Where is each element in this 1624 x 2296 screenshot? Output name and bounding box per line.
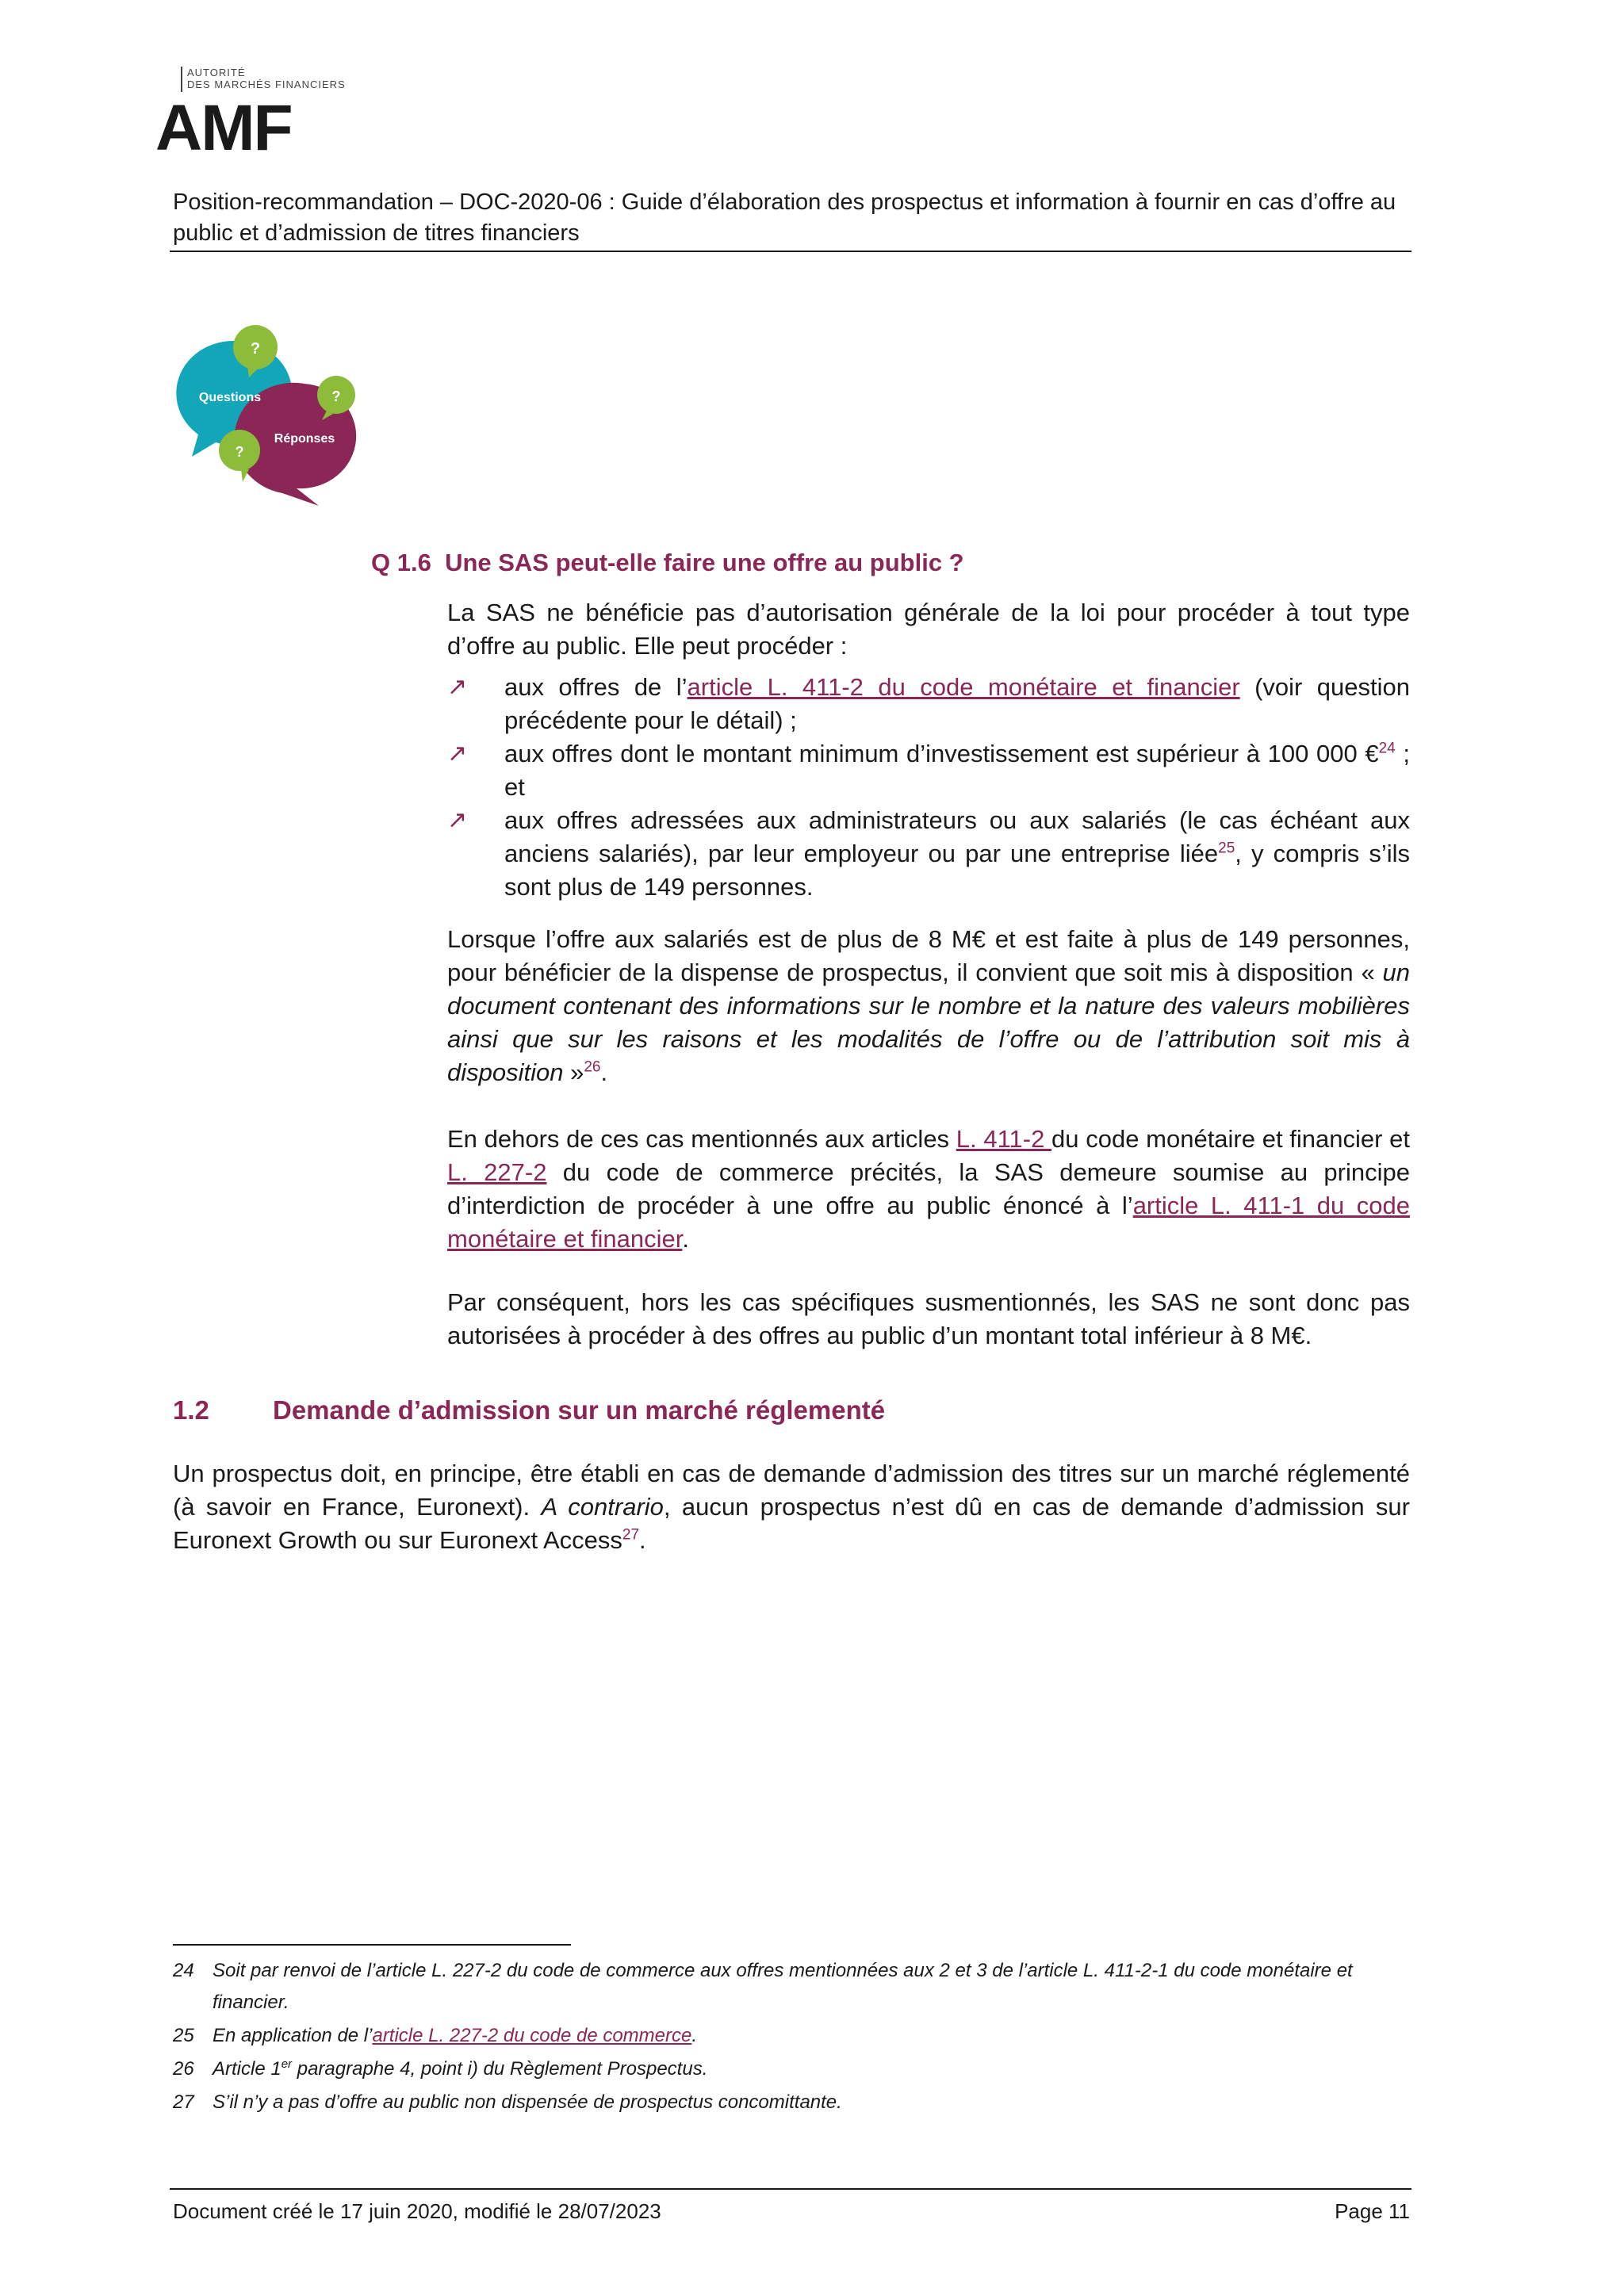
footnote-24: 24 Soit par renvoi de l’article L. 227-2 du code de commerce aux offres mentionnées aux 2 et 3 de l’article L. 411-2-1 du code monétaire et financier. bbox=[173, 1960, 1353, 2013]
list-item: ↗ aux offres de l’article L. 411-2 du code monétaire et financier (voir question précédente pour le détail) ; bbox=[447, 671, 1410, 737]
page-number: Page 11 bbox=[1335, 2199, 1410, 2223]
employee-offer-paragraph: Lorsque l’offre aux salariés est de plus de 8 M€ et est faite à plus de 149 personnes, pour bénéficier de la dispense de prospectus, il convient que soit mis à disposition « un document contenant des informations sur le nombre et la nature des valeurs mobilières ainsi que sur les raisons et les modalités de l’offre ou de l’attribution soit mis à disposition »$^{26}$. bbox=[447, 925, 1410, 1086]
logo-subtitle: AUTORITÉ DES MARCHÉS FINANCIERS bbox=[187, 67, 346, 90]
arrow-bullet-icon: ↗ bbox=[447, 807, 468, 833]
admission-paragraph: Un prospectus doit, en principe, être établi en cas de demande d’admission des titres sur un marché réglementé (à savoir en France, Euronext). A contrario, aucun prospectus n’est dû en cas de demande d’admission sur Euronext Growth ou sur Euronext Access$^{27}$. bbox=[173, 1460, 1410, 1554]
conclusion-paragraph: Par conséquent, hors les cas spécifiques susmentionnés, les SAS ne sont donc pas autorisées à procéder à des offres au public d’un montant total inférieur à 8 M€. bbox=[447, 1288, 1410, 1349]
reponses-label: Réponses bbox=[274, 432, 335, 446]
svg-text:?: ? bbox=[235, 444, 244, 460]
intro-paragraph: La SAS ne bénéficie pas d’autorisation générale de la loi pour procéder à tout type d’offre au public. Elle peut procéder : bbox=[447, 599, 1410, 660]
footnote-ref-25[interactable]: 25 bbox=[1218, 840, 1235, 857]
amf-logo: AMF bbox=[155, 92, 292, 164]
svg-text:?: ? bbox=[250, 340, 261, 358]
document-date: Document créé le 17 juin 2020, modifié le 28/07/2023 bbox=[173, 2199, 661, 2223]
link-footnote-article-l227-2[interactable]: article L. 227-2 du code de commerce bbox=[372, 2025, 692, 2046]
footnote-26: 26 Article 1er paragraphe 4, point i) du Règlement Prospectus. bbox=[173, 2057, 708, 2080]
link-l227-2[interactable]: L. 227-2 bbox=[447, 1158, 547, 1186]
footnote-ref-27[interactable]: 27 bbox=[622, 1526, 640, 1544]
question-number: Q 1.6 bbox=[371, 549, 431, 576]
footnote-divider bbox=[173, 1944, 571, 1946]
questions-reponses-illustration bbox=[168, 317, 374, 507]
prohibition-paragraph: En dehors de ces cas mentionnés aux articles L. 411-2 du code monétaire et financier et L. 227-2 du code de commerce précités, la SAS demeure soumise au principe d’interdiction de procéder à une offre au public énoncé à l’article L. 411-1 du code monétaire et financier. bbox=[447, 1125, 1410, 1253]
questions-label: Questions bbox=[198, 391, 262, 404]
arrow-bullet-icon: ↗ bbox=[447, 740, 468, 767]
section-heading bbox=[173, 1395, 885, 1425]
section-title: Demande d’admission sur un marché réglementé bbox=[273, 1395, 886, 1425]
header-divider bbox=[170, 251, 1411, 252]
question-heading bbox=[371, 549, 964, 577]
footer-divider bbox=[170, 2188, 1411, 2190]
footnote-25: 25 En application de l’article L. 227-2 du code de commerce. bbox=[173, 2025, 698, 2046]
footnote-ref-26[interactable]: 26 bbox=[584, 1058, 601, 1076]
offer-types-list bbox=[447, 671, 1410, 904]
footnote-27: 27 S’il n’y a pas d’offre au public non dispensée de prospectus concomittante. bbox=[173, 2091, 842, 2113]
link-article-l411-2[interactable]: article L. 411-2 du code monétaire et financier bbox=[687, 673, 1240, 701]
question-title: Une SAS peut-elle faire une offre au public ? bbox=[445, 549, 964, 576]
document-header-title: Position-recommandation – DOC-2020-06 : Guide d’élaboration des prospectus et information à fournir en cas d’offre au public et d’admission de titres financiers bbox=[173, 189, 1396, 246]
footnote-ref-24[interactable]: 24 bbox=[1378, 740, 1396, 757]
arrow-bullet-icon: ↗ bbox=[447, 674, 468, 700]
section-number: 1.2 bbox=[173, 1395, 209, 1425]
link-l411-2[interactable]: L. 411-2 bbox=[956, 1125, 1052, 1153]
svg-text:?: ? bbox=[331, 388, 341, 404]
link-article-l411-1[interactable]: article L. 411-1 du code monétaire et financier bbox=[447, 1192, 1410, 1253]
list-item: ↗ aux offres adressées aux administrateurs ou aux salariés (le cas échéant aux anciens salariés), par leur employeur ou par une entreprise liée$^{25}$, y compris s’ils sont plus de 149 personnes. bbox=[447, 804, 1410, 904]
list-item: ↗ aux offres dont le montant minimum d’investissement est supérieur à 100 000 €$^{24}$ ; et bbox=[447, 737, 1410, 804]
